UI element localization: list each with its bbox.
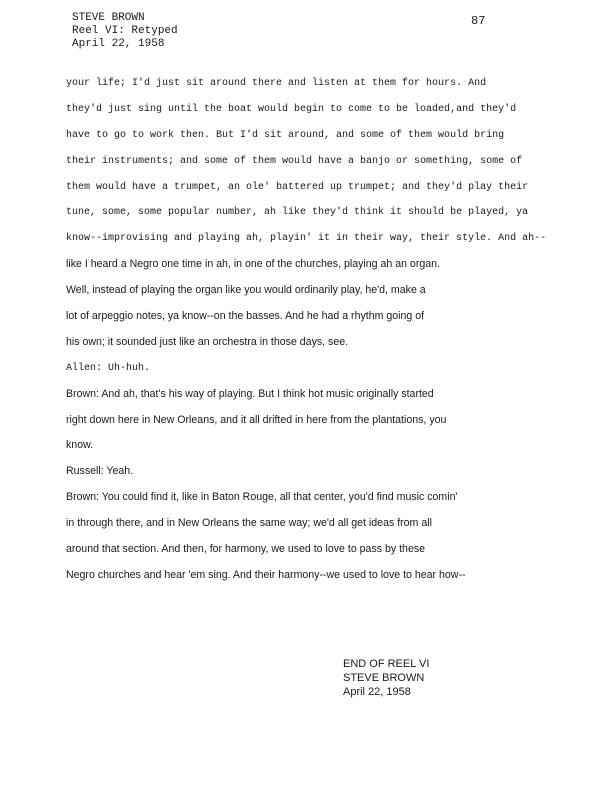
end-date: April 22, 1958 xyxy=(343,686,411,698)
end-of-reel: END OF REEL VI xyxy=(343,658,430,670)
transcript-line: his own; it sounded just like an orchestra in those days, see. xyxy=(66,335,349,348)
transcript-line: know--improvising and playing ah, playin' it in their way, their style. And ah-- xyxy=(66,233,547,245)
transcript-line: Allen: Uh-huh. xyxy=(66,362,151,374)
transcript-line: around that section. And then, for harmony, we used to love to pass by these xyxy=(66,543,426,556)
transcript-line: they'd just sing until the boat would begin to come to be loaded,and they'd xyxy=(66,103,517,115)
transcript-line: right down here in New Orleans, and it all drifted in here from the plantations, you xyxy=(66,413,447,426)
transcript-line: Well, instead of playing the organ like you would ordinarily play, he'd, make a xyxy=(66,284,426,297)
header-date: April 22, 1958 xyxy=(72,38,165,50)
header-name: STEVE BROWN xyxy=(72,12,145,24)
transcript-body xyxy=(66,71,586,589)
transcript-line: them would have a trumpet, an ole' battered up trumpet; and they'd play their xyxy=(66,181,529,193)
page-header xyxy=(72,12,178,51)
transcript-line: like I heard a Negro one time in ah, in one of the churches, playing ah an organ. xyxy=(66,258,440,271)
end-block xyxy=(343,657,429,699)
page-number: 87 xyxy=(471,14,486,28)
transcript-line: their instruments; and some of them would have a banjo or something, some of xyxy=(66,155,523,167)
transcript-line: Negro churches and hear 'em sing. And their harmony--we used to love to hear how-- xyxy=(66,568,466,581)
end-name: STEVE BROWN xyxy=(343,672,425,684)
transcript-line: know. xyxy=(66,439,94,452)
transcript-line: your life; I'd just sit around there and listen at them for hours. And xyxy=(66,78,487,89)
transcript-line: tune, some, some popular number, ah like they'd think it should be played, ya xyxy=(66,207,529,219)
header-reel: Reel VI: Retyped xyxy=(72,25,178,37)
transcript-line: lot of arpeggio notes, ya know--on the basses. And he had a rhythm going of xyxy=(66,310,425,323)
transcript-line: Russell: Yeah. xyxy=(66,465,134,478)
transcript-line: in through there, and in New Orleans the same way; we'd all get ideas from all xyxy=(66,517,432,530)
transcript-line: Brown: And ah, that's his way of playing. But I think hot music originally started xyxy=(66,387,434,400)
transcript-line: Brown: You could find it, like in Baton Rouge, all that center, you'd find music comin' xyxy=(66,491,458,504)
transcript-line: have to go to work then. But I'd sit around, and some of them would bring xyxy=(66,129,505,141)
